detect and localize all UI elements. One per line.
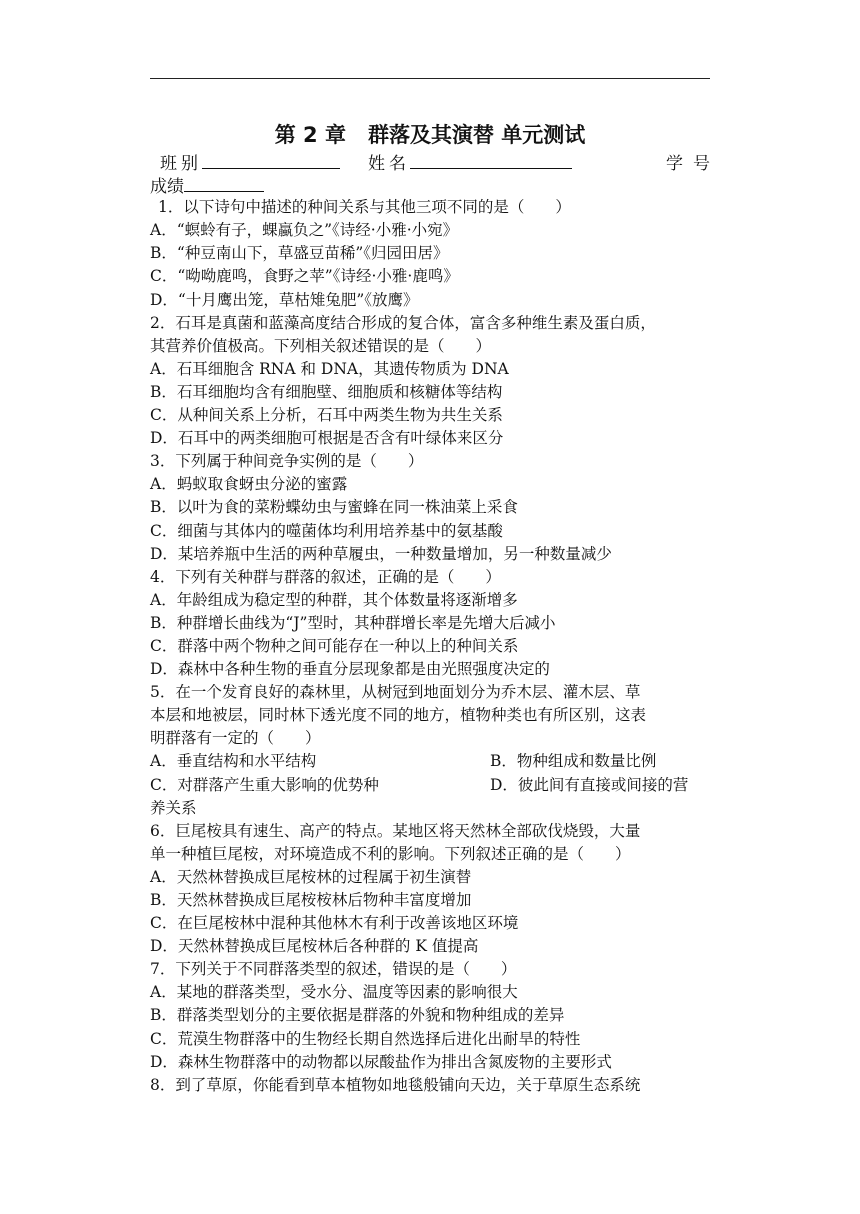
q6-option-a: A．天然林替换成巨尾桉林的过程属于初生演替 bbox=[150, 867, 472, 886]
q5-option-c: C．对群落产生重大影响的优势种 bbox=[150, 775, 379, 794]
q2-stem-line1: 2．石耳是真菌和蓝藻高度结合形成的复合体，富含多种维生素及蛋白质， bbox=[150, 313, 656, 332]
score-row bbox=[150, 173, 710, 196]
page-title bbox=[150, 120, 710, 150]
header-rule bbox=[150, 78, 710, 79]
q5-option-d-cont: 养关系 bbox=[150, 798, 197, 817]
q5-options-row1 bbox=[150, 750, 710, 773]
q1-option-b: B．“种豆南山下，草盛豆苗稀”《归园田居》 bbox=[150, 244, 449, 263]
q5-options-row2 bbox=[150, 774, 710, 797]
q4-option-b: B．种群增长曲线为“J”型时，其种群增长率是先增大后减小 bbox=[150, 613, 556, 632]
q6-stem-line1: 6．巨尾桉具有速生、高产的特点。某地区将天然林全部砍伐烧毁，大量 bbox=[150, 821, 641, 840]
q8-stem: 8．到了草原，你能看到草本植物如地毯般铺向天边，关于草原生态系统 bbox=[150, 1075, 641, 1094]
q7-option-c: C．荒漠生物群落中的生物经长期自然选择后进化出耐旱的特性 bbox=[150, 1029, 581, 1048]
q1-option-c: C．“呦呦鹿鸣，食野之苹”《诗经·小雅·鹿鸣》 bbox=[150, 267, 459, 286]
student-info-row bbox=[150, 150, 720, 174]
q2-stem-line2: 其营养价值极高。下列相关叙述错误的是（ ） bbox=[150, 336, 492, 355]
q5-stem-line2: 本层和地被层，同时林下透光度不同的地方，植物种类也有所区别，这表 bbox=[150, 706, 647, 725]
q6-option-b: B．天然林替换成巨尾桉桉林后物种丰富度增加 bbox=[150, 891, 472, 909]
q2-option-a: A．石耳细胞含 RNA 和 DNA，其遗传物质为 DNA bbox=[150, 359, 509, 378]
q4-option-a: A．年龄组成为稳定型的种群，其个体数量将逐渐增多 bbox=[150, 590, 518, 609]
q3-option-b: B．以叶为食的菜粉蝶幼虫与蜜蜂在同一株油菜上采食 bbox=[150, 498, 518, 517]
q4-option-c: C．群落中两个物种之间可能存在一种以上的种间关系 bbox=[150, 636, 519, 655]
q5-stem-line1: 5．在一个发育良好的森林里，从树冠到地面划分为乔木层、灌木层、草 bbox=[150, 683, 641, 702]
q5-option-b: B．物种组成和数量比例 bbox=[490, 752, 657, 771]
q6-option-d: D．天然林替换成巨尾桉林后各种群的 K 值提高 bbox=[150, 937, 479, 956]
q5-option-d: D．彼此间有直接或间接的营 bbox=[490, 775, 689, 794]
q1-option-d: D．“十月鹰出笼，草枯雉兔肥”《放鹰》 bbox=[150, 290, 419, 309]
class-field[interactable] bbox=[202, 150, 340, 169]
q7-option-d: D．森林生物群落中的动物都以尿酸盐作为排出含氮废物的主要形式 bbox=[150, 1052, 612, 1071]
q3-option-d: D．某培养瓶中生活的两种草履虫，一种数量增加，另一种数量减少 bbox=[150, 544, 612, 563]
q7-stem: 7．下列关于不同群落类型的叙述，错误的是（ ） bbox=[150, 960, 517, 979]
q1-option-a: A．“螟蛉有子，蜾蠃负之”《诗经·小雅·小宛》 bbox=[150, 221, 459, 240]
q6-option-c: C．在巨尾桉林中混种其他林木有利于改善该地区环境 bbox=[150, 914, 519, 933]
q7-option-b: B．群落类型划分的主要依据是群落的外貌和物种组成的差异 bbox=[150, 1006, 565, 1025]
q2-option-d: D．石耳中的两类细胞可根据是否含有叶绿体来区分 bbox=[150, 429, 504, 448]
q1-stem: 1．以下诗句中描述的种间关系与其他三项不同的是（ ） bbox=[158, 198, 571, 217]
q4-option-d: D．森林中各种生物的垂直分层现象都是由光照强度决定的 bbox=[150, 660, 550, 679]
q3-option-a: A．蚂蚁取食蚜虫分泌的蜜露 bbox=[150, 475, 348, 494]
number-label: 学号 bbox=[666, 154, 720, 174]
score-label: 成绩 bbox=[150, 177, 184, 198]
q7-option-a: A．某地的群落类型，受水分、温度等因素的影响很大 bbox=[150, 983, 518, 1002]
q5-stem-line3: 明群落有一定的（ ） bbox=[150, 729, 321, 748]
exam-body bbox=[150, 150, 720, 1097]
name-field[interactable] bbox=[410, 150, 572, 169]
q5-option-a: A．垂直结构和水平结构 bbox=[150, 752, 317, 771]
chapter-label: 第 2 章 bbox=[274, 123, 346, 147]
q4-stem: 4．下列有关种群与群落的叙述，正确的是（ ） bbox=[150, 567, 501, 586]
q3-option-c: C．细菌与其体内的噬菌体均利用培养基中的氨基酸 bbox=[150, 521, 503, 540]
name-label: 姓名 bbox=[368, 154, 410, 174]
score-field[interactable] bbox=[184, 173, 264, 192]
class-label: 班别 bbox=[160, 154, 202, 174]
q2-option-b: B．石耳细胞均含有细胞壁、细胞质和核糖体等结构 bbox=[150, 382, 503, 401]
test-title: 群落及其演替 单元测试 bbox=[367, 123, 586, 147]
q2-option-c: C．从种间关系上分析，石耳中两类生物为共生关系 bbox=[150, 406, 503, 425]
q6-stem-line2: 单一种植巨尾桉，对环境造成不利的影响。下列叙述正确的是（ ） bbox=[150, 844, 631, 863]
q3-stem: 3．下列属于种间竞争实例的是（ ） bbox=[150, 452, 424, 471]
